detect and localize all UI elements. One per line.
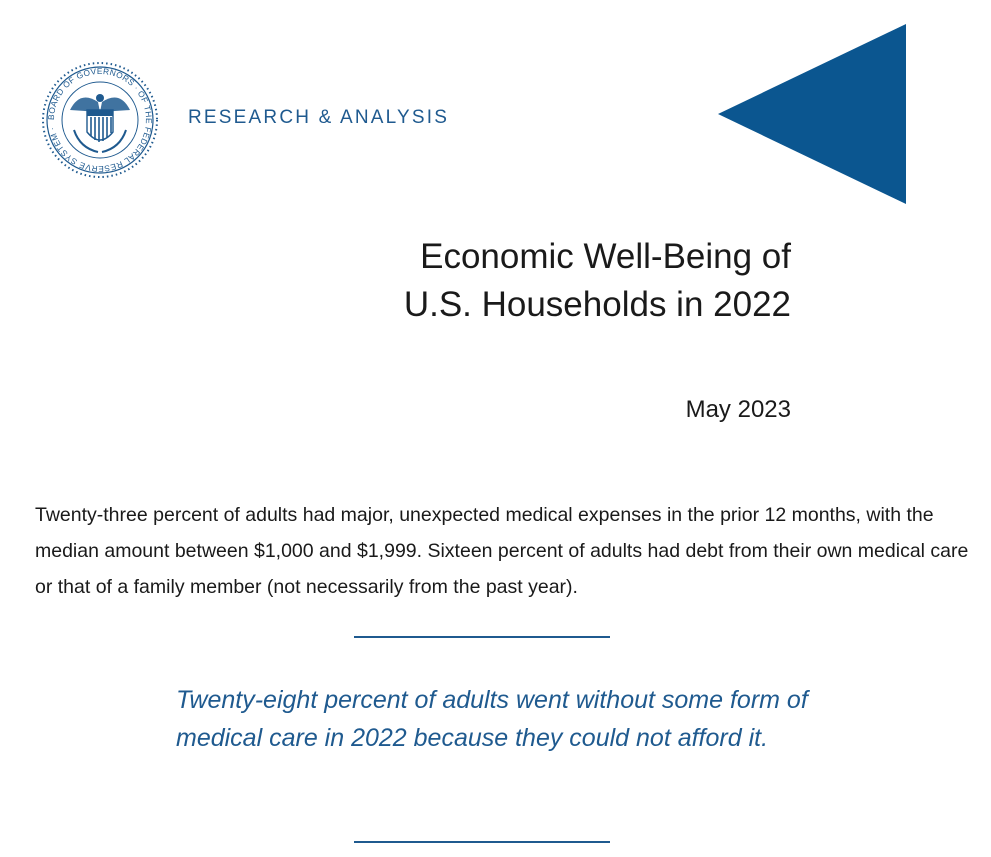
body-paragraph: Twenty-three percent of adults had major, unexpected medical expenses in the prior 12 months, with the median amount between $1,000 and $1,999. Sixteen percent of adults had debt from their own medical care or that of a family member (not necessarily from the past year).	[35, 504, 969, 598]
report-title-line-2: U.S. Households in 2022	[403, 285, 791, 324]
svg-text:BOARD OF GOVERNORS · OF THE FE: BOARD OF GOVERNORS · OF THE FEDERAL RESERVE SYSTEM ·	[45, 65, 155, 175]
pull-quote: Twenty-eight percent of adults went without some form of medical care in 2022 because they could not afford it.	[176, 686, 808, 752]
report-title-line-1: Economic Well-Being of	[420, 237, 791, 276]
report-date: May 2023	[685, 396, 791, 423]
divider-top	[354, 636, 610, 638]
report-title	[404, 233, 791, 329]
decorative-triangle	[718, 24, 906, 204]
section-label: RESEARCH & ANALYSIS	[188, 107, 450, 128]
federal-reserve-seal-logo	[40, 60, 160, 180]
divider-bottom	[354, 841, 610, 843]
